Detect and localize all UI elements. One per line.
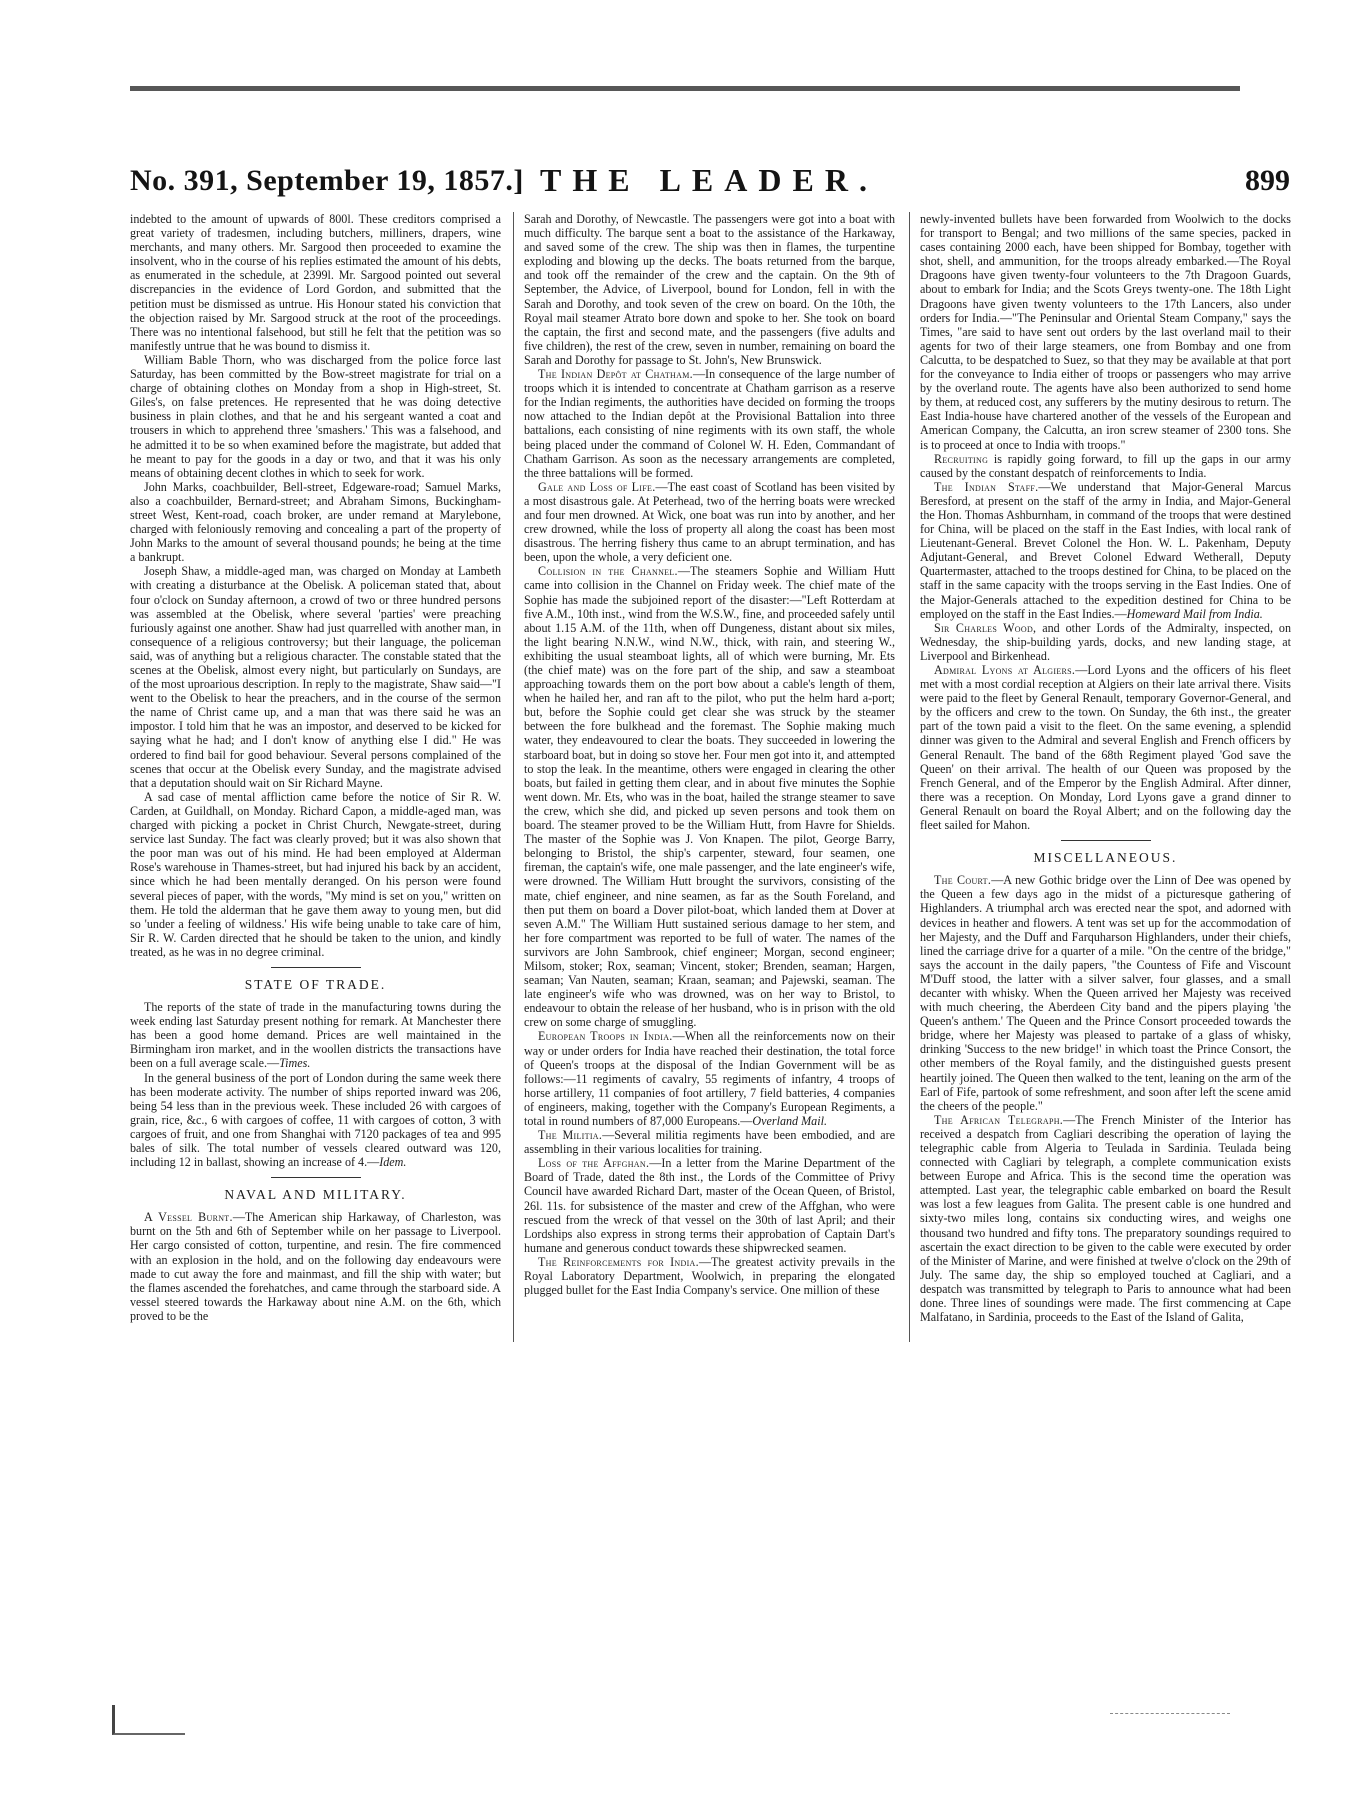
source-credit: Times.	[279, 1056, 311, 1071]
item-lead-in: Collision in the Channel.	[538, 564, 678, 579]
paragraph-text: —The American ship Harkaway, of Charleston, was burnt on the 5th and 6th of September while on her passage to Liverpool. Her cargo consisted of cotton, turpentine, and resin. The fire commenced with an explosion in the hold, and on the following day endeavours were made to cut away the fore and mainmast, and fill the ship with water; but the flames ascended the forehatches, and came through the starboard side. A vessel steered towards the Harkaway about nine A.M. on the 6th, which proved to be the	[130, 1210, 501, 1323]
paragraph-text: —A new Gothic bridge over the Linn of Dee was opened by the Queen a few days ago in the midst of a picturesque gathering of Highlanders. A triumphal arch was erected near the spot, and adorned with devices in heather and flowers. A tent was set up for the accommodation of her Majesty, and the Duff and Farquharson Highlanders, under their chiefs, lined the carriage drive for a quarter of a mile. "On the centre of the bridge," says the account in the daily papers, "the Countess of Fife and Viscount M'Duff stood, the latter with a silver salver, four glasses, and a small decanter with whisky. When the Queen arrived her Majesty was received with much cheering, the Aberdeen City band and the pipers playing 'the Queen's anthem.' The Queen and the Prince Consort proceeded towards the bridge, where her Majesty was pleased to partake of a glass of whisky, drinking 'Success to the new bridge!' in which toast the Prince Consort, the other members of the Royal family, and the distinguished guests present heartily joined. The Queen then walked to the tent, leaning on the arm of the Earl of Fife, partook of some refreshment, and soon after left the scene amid the cheers of the people."	[920, 873, 1291, 1113]
paragraph-text: —Lord Lyons and the officers of his fleet met with a most cordial reception at Algiers on their late arrival there. Visits were paid to the fleet by General Renault, temporary Governor-General, and by the officers and crew to the town. On Sunday, the 6th inst., the greater part of the town paid a visit to the fleet. On the same evening, a splendid dinner was given to the Admiral and several English and French officers by General Renault. The band of the 68th Regiment played 'God save the Queen' on their arrival. The health of our Queen was proposed by the French General, and of the Emperor by the English Admiral. After dinner, there was a reception. On Monday, Lord Lyons gave a grand dinner to General Renault on board the Royal Albert; and on the following day the fleet sailed for Mahon.	[920, 663, 1291, 833]
paragraph	[920, 621, 1291, 663]
paragraph	[524, 480, 895, 565]
item-lead-in: European Troops in India.	[538, 1029, 673, 1044]
paragraph	[920, 480, 1291, 621]
paragraph	[920, 1113, 1291, 1324]
item-lead-in: The Indian Depôt at Chatham.	[538, 367, 693, 382]
paragraph	[130, 1071, 501, 1170]
paragraph	[524, 1255, 895, 1297]
item-lead-in: The Court.	[934, 873, 992, 888]
source-credit: Overland Mail.	[752, 1114, 827, 1128]
source-credit: Idem.	[379, 1155, 407, 1170]
item-lead-in: The Indian Staff.	[934, 479, 1039, 494]
article-columns	[130, 212, 1292, 1352]
paragraph: John Marks, coachbuilder, Bell-street, Edgeware-road; Samuel Marks, also a coachbuilder, Bernard-street; and Abraham Simons, Buckingham-street West, Kent-road, coach broker, are under remand at Marylebone, charged with feloniously removing and concealing a part of the property of John Marks to the amount of several thousand pounds; he being at the time a bankrupt.	[130, 479, 501, 565]
paragraph	[130, 1210, 501, 1323]
section-heading-naval: NAVAL AND MILITARY.	[224, 1187, 407, 1203]
paragraph	[524, 1128, 895, 1156]
page-header	[130, 160, 1290, 206]
paragraph-text: —The steamers Sophie and William Hutt came into collision in the Channel on Friday week. The chief mate of the Sophie has made the subjoined report of the disaster:—"Left Rotterdam at five A.M., 10th inst., wind from the W.S.W., fine, and proceeded safely until about 1.15 A.M. of the 11th, when off Dungeness, distant about six miles, the light bearing N.N.W., wind N.W., thick, with rain, and steering W., exhibiting the usual steamboat lights, all of which were burning, Mr. Ets (the chief mate) was on the fore part of the ship, and saw a steamboat approaching towards them on the port bow about a cable's length of them, when he hailed her, and ran aft to the pilot, who put the helm hard a-port; but, before the Sophie could get clear she was struck by the steamer between the fore bulkhead and the foremast. The Sophie making much water, they endeavoured to clear the boats. They succeeded in lowering the starboard boat, but in doing so stove her. Four men got into it, and attempted to stop the leak. In the meantime, others were engaged in clearing the other boats, but failed in getting them clear, and in about five minutes the Sophie went down. Mr. Ets, who was in the boat, hailed the strange steamer to save the crew, which she did, and picked up seven persons and took them on board. The steamer proved to be the William Hutt, from Havre for Shields. The master of the Sophie was J. Von Knapen. The pilot, George Barry, belonging to Bristol, the ship's carpenter, steward, four seamen, one fireman, the captain's wife, one male passenger, and the late engineer's wife, were drowned. The William Hutt brought the survivors, consisting of the mate, chief engineer, and nine seamen, as far as the South Foreland, and then put them on board a Dover pilot-boat, which landed them at Dover at seven A.M." The William Hutt sustained serious damage to her stem, and her fore compartment was reported to be full of water. The names of the survivors are John Sambrook, chief engineer; Morgan, second engineer; Milsom, stoker; Rox, seaman; Vincent, stoker; Brenden, seaman; Hargen, seaman; Van Nauten, seaman; Kraan, seaman; and Pajewski, seaman. The late engineer's wife who was drowned, was on her way to Bristol, to endeavour to obtain the release of her husband, who is in prison with the old crew on some charge of smuggling.	[524, 564, 895, 1030]
paragraph-text: In the general business of the port of London during the same week there has been moderate activity. The number of ships reported inward was 206, being 54 less than in the previous week. These included 26 with cargoes of grain, rice, &c., 6 with cargoes of coffee, 11 with cargoes of cotton, 3 with cargoes of fruit, and one from Shanghai with 7120 packages of tea and 995 bales of silk. The total number of vessels cleared outward was 120, including 12 in ballast, showing an increase of 4.—	[130, 1070, 501, 1170]
paragraph-text: The reports of the state of trade in the manufacturing towns during the week ending last Saturday present nothing for remark. At Manchester there has been a good home demand. Prices are well maintained in the Birmingham iron market, and in the woollen districts the transactions have been on a full average scale.—	[130, 1000, 501, 1071]
paragraph-text: —Several militia regiments have been embodied, and are assembling in their various localities for training.	[524, 1128, 895, 1157]
item-lead-in: A Vessel Burnt.	[144, 1210, 233, 1225]
section-rule	[1061, 840, 1151, 841]
issue-date: No. 391, September 19, 1857.]	[130, 164, 524, 197]
paragraph: indebted to the amount of upwards of 800l. These creditors comprised a great variety of tradesmen, including butchers, milliners, drapers, wine merchants, and many others. Mr. Sargood then proceeded to examine the insolvent, who in the course of his replies estimated the amount of his debts, as enumerated in the schedule, at 2399l. Mr. Sargood pointed out several discrepancies in the evidence of Lord Gordon, and submitted that the petition must be dismissed as untrue. His Honour stated his conviction that the objection raised by Mr. Sargood struck at the root of the proceedings. There was no intentional falsehood, but still he felt that the petition was so manifestly untrue that he was bound to dismiss it.	[130, 212, 501, 353]
paragraph	[524, 1156, 895, 1255]
item-lead-in: The Militia.	[538, 1128, 603, 1143]
paragraph-text: —The French Minister of the Interior has received a despatch from Cagliari describing the operation of laying the telegraphic cable from Algeria to Teulada in Sardinia. Teulada being connected with Cagliari by telegraph, a complete communication exists between Europe and Africa. This is the second time the operation was attempted. Last year, the telegraphic cable embarked on board the Result was lost a few leagues from Galita. The present cable is one hundred and sixty-two miles long, contains six conducting wires, and weighs one thousand two hundred and fifty tons. The preparatory soundings required to ascertain the exact direction to be given to the cable were executed by order of the Minister of Marine, and were finished at twelve o'clock on the 29th of July. The same day, the ship so employed touched at Cagliari, and a despatch was transmitted by telegraph to Paris to announce what had been done. Three lines of soundings were made. The first commencing at Cape Malfatano, in Sardinia, proceeds to the East of the Island of Galita,	[920, 1112, 1291, 1325]
paragraph-text: —The east coast of Scotland has been visited by a most disastrous gale. At Peterhead, two of the herring boats were wrecked and four men drowned. At Wick, one boat was run into by another, and her crew drowned, while the loss of property all along the coast has been most disastrous. The herring fishery thus came to an abrupt termination, and has been, upon the whole, a very deficient one.	[524, 479, 895, 565]
paragraph	[524, 564, 895, 1029]
page-corner-mark	[112, 1705, 185, 1735]
item-lead-in: Recruiting	[934, 451, 989, 466]
paragraph	[524, 1029, 895, 1128]
column-2	[524, 212, 895, 1352]
paragraph	[920, 452, 1291, 480]
paragraph	[920, 663, 1291, 832]
paragraph	[524, 367, 895, 480]
paragraph	[130, 1000, 501, 1070]
paragraph-text: —The greatest activity prevails in the Royal Laboratory Department, Woolwich, in preparing the elongated plugged bullet for the East India Company's service. One million of these	[524, 1254, 895, 1298]
paragraph: A sad case of mental affliction came before the notice of Sir R. W. Carden, at Guildhall, on Monday. Richard Capon, a middle-aged man, was charged with picking a pocket in Christ Church, Newgate-street, during service last Sunday. The fact was clearly proved; but it was also shown that the poor man was out of his mind. He had been employed at Alderman Rose's warehouse in Thames-street, but had injured his back by an accident, since which he had been mentally deranged. On his person were found several pieces of paper, with the words, "My mind is set on you," written on them. He told the alderman that he gave them away to young men, but did so 'under a feeling of wildness.' His wife being unable to take care of him, Sir R. W. Carden directed that he should be taken to the union, and kindly treated, as he was in no degree criminal.	[130, 789, 501, 959]
paragraph-text: —In consequence of the large number of troops which it is intended to concentrate at Chatham garrison as a reserve for the Indian regiments, the authorities have decided on forming the troops now attached to the Indian depôt at the Provisional Battalion into three battalions, each consisting of nine regiments with its own staff, the whole being placed under the command of Colonel W. H. Eden, Commandant of Chatham Garrison. As soon as the necessary arrangements are completed, the three battalions will be formed.	[524, 367, 895, 480]
source-credit: Homeward Mail from India.	[1126, 606, 1263, 621]
paragraph: newly-invented bullets have been forwarded from Woolwich to the docks for transport to Bengal; and two millions of the same species, packed in cases containing 2000 each, have been shipped for Bombay, together with shot, shell, and ammunition, for the troops already embarked.—The Royal Dragoons have given twenty-four volunteers to the 7th Dragoon Guards, about to embark for India; and the Scots Greys twenty-one. The 18th Light Dragoons have given twenty volunteers to the 17th Lancers, also under orders for India.—"The Peninsular and Oriental Steam Company," says the Times, "are said to have sent out orders by the last overland mail to their agents for two of their large steamers, one from Bombay and one from Calcutta, to be despatched to Suez, so that they may be available at that port for the conveyance to India either of troops or passengers who may arrive by the overland route. The agents have also been authorized to send home by them, at reduced cost, any sufferers by the mutiny desirous to return. The East India-house have chartered another of the vessels of the European and American Company, the Calcutta, an iron screw steamer of 2300 tons. She is to proceed at once to India with troops."	[920, 212, 1291, 452]
paragraph-text: —We understand that Major-General Marcus Beresford, at present on the staff of the army in India, and Major-General the Hon. Thomas Ashburnham, in command of the troops that were destined for China, will be placed on the staff in the East Indies, with local rank of Lieutenant-General. Brevet Colonel the Hon. W. L. Pakenham, Deputy Adjutant-General, and Brevet Colonel Edward Wetherall, Deputy Quartermaster, attached to the troops destined for China, to be placed on the staff in the same capacity with the troops serving in the East Indies. One of the Major-Generals attached to the expedition destined for China to be employed on the staff in the East Indies.—	[920, 479, 1291, 621]
section-rule	[271, 967, 361, 968]
paragraph-text: —When all the reinforcements now on their way or under orders for India have reached their destination, the total force of Queen's troops at the disposal of the Indian Government will be as follows:—11 regiments of cavalry, 55 regiments of infantry, 4 troops of horse artillery, 11 companies of foot artillery, 7 field batteries, 4 companies of engineers, making, together with the Company's European Regiments, a total in round numbers of 87,000 Europeans.—	[524, 1029, 895, 1128]
section-heading-miscellaneous: MISCELLANEOUS.	[1033, 850, 1178, 866]
section-heading-trade: STATE OF TRADE.	[244, 976, 387, 992]
paragraph-text: and other Lords of the Admiralty, inspected, on Wednesday, the ship-building yards, docks, and new landing stage, at Liverpool and Birkenhead.	[920, 620, 1291, 663]
item-lead-in: Loss of the Affghan.	[538, 1156, 650, 1171]
item-lead-in: Admiral Lyons at Algiers.	[934, 663, 1076, 677]
column-divider	[513, 212, 514, 1342]
item-lead-in: The Reinforcements for India.	[538, 1254, 699, 1269]
top-rule	[130, 86, 1240, 91]
paragraph: Joseph Shaw, a middle-aged man, was charged on Monday at Lambeth with creating a disturbance at the Obelisk. A policeman stated that, about four o'clock on Sunday afternoon, a crowd of two or three hundred persons was assembled at the Obelisk, where several 'parties' were preaching furiously against one another. Shaw had just quarrelled with another man, in consequence of a religious controversy; but their language, the policeman said, was of anything but a religious character. The constable stated that the scenes at the Obelisk, almost every night, but particularly on Sundays, are of the most uproarious description. In reply to the magistrate, Shaw said—"I went to the Obelisk to hear the preachers, and in the course of the sermon the name of Christ came up, and a man that was there said he was an impostor. I told him that he was an impostor, and deserved to be kicked for saying what he had; and I don't know of anything else I did." He was ordered to find bail for good behaviour. Several persons complained of the scenes that occur at the Obelisk every Sunday, and the magistrate advised that a deputation should wait on Sir Richard Mayne.	[130, 564, 501, 790]
column-1	[130, 212, 501, 1352]
paragraph	[920, 873, 1291, 1113]
paragraph: Sarah and Dorothy, of Newcastle. The passengers were got into a boat with much difficulty. The barque sent a boat to the assistance of the Harkaway, and saved some of the crew. The ship was then in flames, the turpentine exploding and blowing up the decks. The boats returned from the barque, and took off the remainder of the crew and the captain. On the 9th of September, the Advice, of Liverpool, bound for London, fell in with the Sarah and Dorothy, and took seven of the crew on board. On the 10th, the Royal mail steamer Atrato bore down and spoke to her. She took on board the captain, the first and second mate, and the passengers (five adults and five children), the rest of the crew, seven in number, remaining on board the Sarah and Dorothy for passage to St. John's, New Brunswick.	[524, 212, 895, 367]
section-rule	[271, 1177, 361, 1178]
paragraph-text: is rapidly going forward, to fill up the gaps in our army caused by the constant despatch of reinforcements to India.	[920, 451, 1291, 480]
item-lead-in: Gale and Loss of Life.	[538, 479, 656, 494]
item-lead-in: Sir Charles Wood,	[934, 620, 1037, 635]
scan-scuff-mark	[1110, 1713, 1230, 1714]
page-number: 899	[1245, 164, 1290, 197]
masthead-title: THE LEADER.	[540, 162, 878, 198]
column-3	[920, 212, 1291, 1352]
paragraph-text: —In a letter from the Marine Department of the Board of Trade, dated the 8th inst., the Lords of the Committee of Privy Council have awarded Richard Dart, master of the Ocean Queen, of Bristol, 26l. 11s. for subsistence of the master and crew of the Affghan, who were rescued from the wreck of that vessel on the 30th of last April; and their Lordships also express in strong terms their approbation of Captain Dart's humane and generous conduct towards these shipwrecked seamen.	[524, 1156, 895, 1255]
item-lead-in: The African Telegraph.	[934, 1112, 1064, 1127]
paragraph: William Bable Thorn, who was discharged from the police force last Saturday, has been committed by the Bow-street magistrate for trial on a charge of obtaining clothes on Monday from a shop in High-street, St. Giles's, on false pretences. He represented that he was doing detective business in plain clothes, and that he and his sergeant wanted a coat and trousers in which to apprehend three 'smashers.' This was a falsehood, and he admitted it to be so when examined before the magistrate, but added that he meant to pay for the goods in a day or two, and that it was his only means of obtaining decent clothes in which to seek for work.	[130, 352, 501, 480]
column-divider	[909, 212, 910, 1342]
